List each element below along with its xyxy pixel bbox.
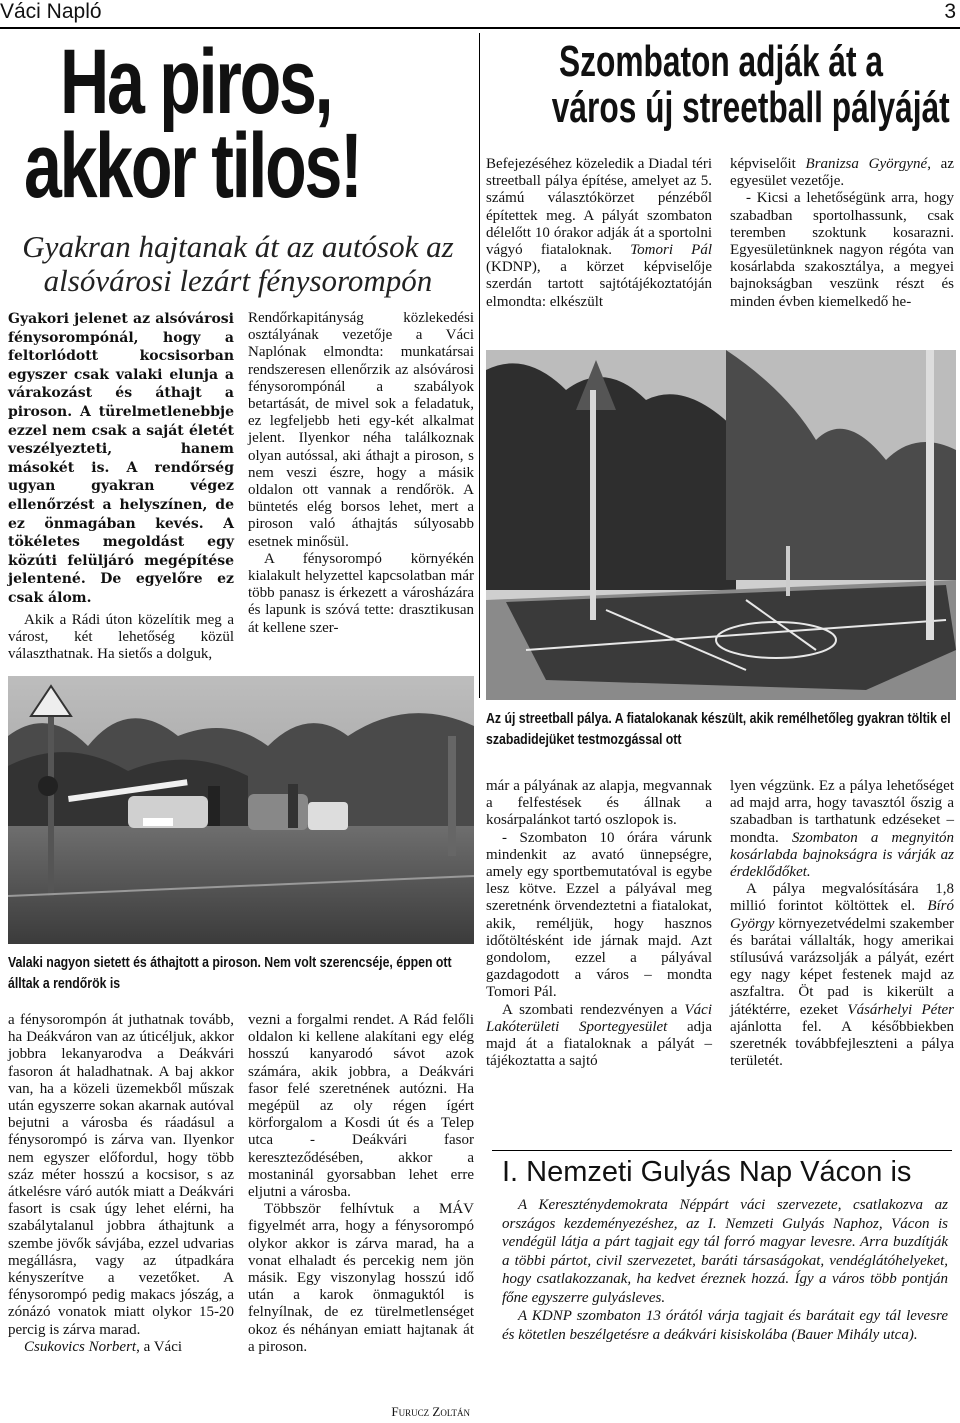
- header-rule: [0, 27, 960, 29]
- left-col1-bottom: a fénysorompón át juthatnak tovább, ha Deákváron van az úticéljuk, akkor jobbra lekanyarodva a Deákvári fasoron át haladhatnak. A baj akkor van, ha a közeli üzemekből műszak után egyszerre sokan akarnak autóval bejutni a városba és ráadásul a fénysorompó is zárva van. Ilyenkor nem egyszer előfordul, hogy több száz méter hosszú a kocsisor, s az átkelésre váró autók miatt a Deákvári fasort is csak úgy lehet elérni, ha szabálytalanul jobbra áthajtunk a szembe jövők sávjába, ezzel udvarias megállásra, vagy az útpadkára kényszerítve a vezetőket. A fénysorompó pedig makacs jószág, a zónázó vonatok miatt olykor 15-20 percig is zárva marad. Csukovics Norbert, a Váci: [8, 1012, 234, 1355]
- left-col1-top: Akik a Rádi úton közelítik meg a várost, két lehetőség közül választhatnak. Ha sietős a dolguk,: [8, 612, 234, 663]
- box-title: I. Nemzeti Gulyás Nap Vácon is: [502, 1156, 912, 1188]
- streetball-court-photo: [486, 350, 956, 700]
- left-photo-caption: Valaki nagyon sietett és áthajtott a piroson. Nem volt szerencséje, éppen ott álltak a rendőrök is: [8, 954, 452, 992]
- right-headline-line2: város új streetball pályáját: [551, 83, 950, 132]
- right-colA-top: Befejezéséhez közeledik a Diadal téri streetball pálya építése, amelyet az 5. számú választókörzet pénzéből építettek meg. A pályát szombaton délelőtt 10 órakor adják át a sportolni vágyó fiataloknak. Tomori Pál (KDNP), a körzet képviselője szerdán tartott sajtótájékoztatóján elmondta: elkészült: [486, 156, 712, 310]
- box-top-rule: [492, 1150, 952, 1151]
- railway-crossing-photo: [8, 676, 474, 944]
- left-lead: Gyakori jelenet az alsóvárosi fénysorompónál, hogy a feltorlódott kocsisorban egyszer csak valaki elunja a várakozást és áthajt a piroson. A türelmetlenebbje ezzel nem csak a saját életét veszélyezteti, hanem másokét is. A rendőrség ugyan gyakran végez ellenőrzést a helyszínen, de ez önmagában kevés. A tökéletes megoldást egy közúti felüljáró megépítése jelentené. De egyelőre ez csak álom.: [8, 311, 234, 606]
- column-divider: [479, 33, 480, 698]
- right-colB-top: képviselőit Branizsa Györgyné, az egyesület vezetője. - Kicsi a lehetőségünk arra, hogy szabadban sportolhassunk, csak teremben szoktunk kosarazni. Egyesületünknek nagyon régóta van kosárlabda szakosztálya, a megyei bajnokságban veszünk részt és minden évben kiemelkedő he-: [730, 156, 954, 310]
- left-signature: Furucz Zoltán: [391, 1404, 470, 1419]
- left-headline-line2: akkor tilos!: [24, 115, 361, 217]
- right-headline-line1: Szombaton adják át a: [559, 37, 883, 86]
- box-text: A Kereszténydemokrata Néppárt váci szervezete, csatlakozva az országos kezdeményezéshez, az I. Nemzeti Gulyás Naphoz, Vácon is vendégül látja a párt tagjait egy tál forró magyar levesre. Arra buzdítják a többi pártot, civil szervezetet, baráti társaságokat, vendéglátóhelyeket, hogy csatlakozzanak, ha kedvet éreznek hozzá. Így a város több pontján főne egyszerre gulyásleves. A KDNP szombaton 13 órától várja tagjait és barátait egy tál levesre és kötetlen beszélgetésre a deákvári kisiskolába (Bauer Mihály utca).: [502, 1197, 948, 1343]
- right-colA-bottom: már a pályának az alapja, megvannak a felfestések és állnak a kosárpalánkot tartó oszlopok is. - Szombaton 10 órára várunk mindenkit az avató ünnepségre, amely egy sportbemutatóval is egybe lesz kötve. Ezzel a pályával meg szeretnénk örvendeztetni a fiatalokat, akik, reméljük, hogy hasznos időtöltésként ide járnak majd. Azt gondolom, ezzel a pályával gazdagodott a város – mondta Tomori Pál. A szombati rendezvényen a Váci Lakóterületi Sportegyesület adja majd át a fiataloknak a pályát – tájékoztatta a sajtó: [486, 778, 712, 1070]
- left-headline-line1: Ha piros,: [60, 31, 332, 133]
- left-col2-bottom: vezni a forgalmi rendet. A Rád felőli oldalon ki kellene alakítani egy elég hosszú kanyarodó sávot azok számára, akik jobbra, a Deákvári fasor felé szeretnének autózni. Ha megépül az oly régen ígért körforgalom a Kosdi út és a Telep utca - Deákvári fasor kereszteződésében, akkor a mostaninál gyorsabban lehet erre eljutni a városba. Többször felhívtuk a MÁV figyelmét arra, hogy a fénysorompó olykor akkor is zárva marad, ha a vonat elhaladt és percekig nem jön másik. Egy viszonylag hosszú idő után a karok önmaguktól is felnyílnak, de ez türelmetlenséget okoz és néhányan emiatt hajtanak át a piroson.: [248, 1012, 474, 1355]
- right-colB-bottom: lyen végzünk. Ez a pálya lehetőséget ad majd arra, hogy tavasztól őszig a szabadban is tarthatunk edzéseket – mondta. Szombaton a megnyitón kosárlabda bajnokságra is várják az érdeklődőket. A pálya megvalósítására 1,8 millió forintot költöttek el. Bíró György környezetvédelmi szakember és barátai vállalták, hogy amerikai stílusúvá varázsolják a pályát, ezért egy nagy képet festenek majd az aszfaltra. Öt pad is kikerült a játéktérre, ezeket Vásárhelyi Péter ajánlotta fel. A későbbiekben szeretnék továbbfejleszteni a pálya területét.: [730, 778, 954, 1070]
- publication-name: Váci Napló: [0, 0, 102, 23]
- left-subhead: Gyakran hajtanak át az autósok az alsóvárosi lezárt fénysorompón: [22, 229, 454, 298]
- right-photo-caption: Az új streetball pálya. A fiatalokanak készült, akik remélhetőleg gyakran töltik el szabadidejüket testmozgással ott: [486, 710, 951, 748]
- page-number: 3: [944, 0, 956, 23]
- left-col2-top: Rendőrkapitányság közlekedési osztályának vezetője a Váci Naplónak elmondta: munkatársai rendszeresen ellenőrzik az alsóvárosi fénysorompónál a szabályok betartását, de mivel sok a feladatuk, ez legfeljebb heti egy-két alkalmat jelent. Ilyenkor néha találkoznak olyan autóssal, aki áthajt a piroson, s nem veszi észre, hogy a másik oldalon ott vannak a rendőrök. A büntetés elég borsos lehet, mert a piroson való áthajtás súlyosabb esetnek minősül. A fénysorompó környékén kialakult helyzettel kapcsolatban már több panasz is érkezett a városházára és lapunk is szóvá tette: drasztikusan át kellene szer-: [248, 310, 474, 636]
